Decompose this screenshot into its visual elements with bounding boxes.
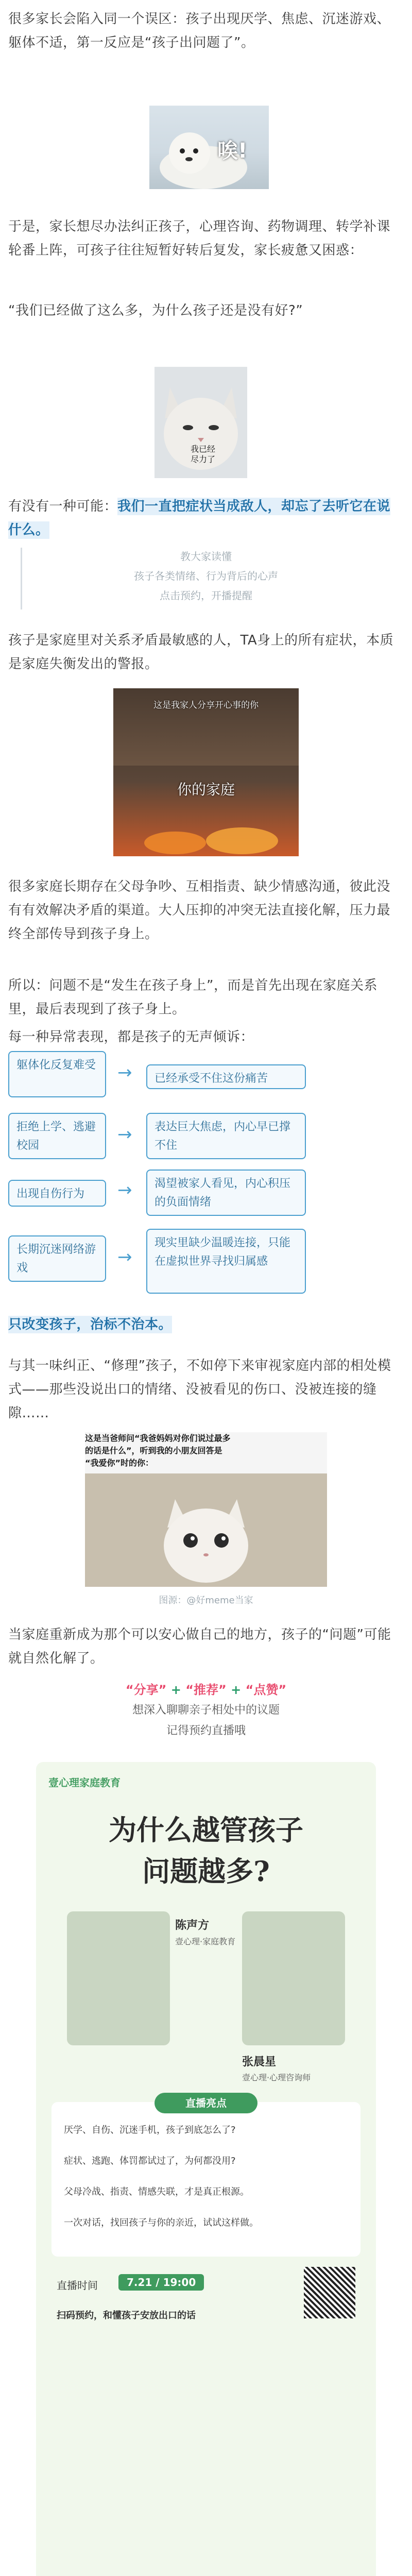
poster-title-line-1: 为什么越管孩子 <box>109 1814 303 1846</box>
family-meme-top-text: 这是我家人分享开心事的你 <box>153 700 259 710</box>
symptom-behavior-2: 拒绝上学、逃避校园 <box>8 1113 106 1159</box>
cat-meme-text: 我已经 尽力了 <box>191 444 216 464</box>
crying-cat-illustration <box>85 1473 327 1587</box>
symptom-meaning-1: 已经承受不住这份痛苦 <box>146 1064 306 1089</box>
cat-meme-image <box>154 367 247 478</box>
highlight-item-3: 父母冷战、指责、情感失联，才是真正根源。 <box>64 2187 249 2197</box>
symptom-meaning-4: 现实里缺少温暖连接，只能在虚拟世界寻找归属感 <box>146 1229 306 1294</box>
qr-code[interactable] <box>304 2267 355 2318</box>
paragraph-listen-to-symptoms <box>8 495 402 542</box>
meme4-line-2: 的话是什么”，听到我的小朋友回答是 <box>85 1446 222 1455</box>
seal-meme-text: 唉! <box>217 139 248 163</box>
host-left-name: 陈声方 <box>175 1919 210 1932</box>
paragraph-silent-voice: 每一种异常表现，都是孩子的无声倾诉： <box>8 1029 254 1045</box>
quote-line-3: 点击预约，开播提醒 <box>160 589 252 602</box>
fire-illustration <box>113 688 299 856</box>
quote-line-2: 孩子各类情绪、行为背后的心声 <box>134 570 278 582</box>
arrow-icon: → <box>117 1180 132 1200</box>
arrow-icon: → <box>117 1247 132 1267</box>
share-cta-line-2: 想深入聊聊亲子相处中的议题 <box>132 1704 280 1717</box>
highlight-text: 我们一直把症状当成敌人，却忘了去听它在说什么。 <box>8 499 391 538</box>
symptom-behavior-3: 出现自伤行为 <box>8 1180 106 1207</box>
arrow-icon: → <box>117 1062 132 1083</box>
highlights-card <box>52 2097 360 2257</box>
highlight-item-1: 厌学、自伤、沉迷手机，孩子到底怎么了? <box>64 2125 236 2136</box>
host-right-role: 壹心理·心理咨询师 <box>242 2073 311 2082</box>
share-cta <box>0 1680 412 1747</box>
meme4-line-3: “我爱你”时的你： <box>85 1458 154 1468</box>
recommend-word: “推荐” <box>185 1683 227 1697</box>
poster-logo: 壹心理家庭教育 <box>48 1776 121 1789</box>
share-cta-line-3: 记得预约直播哦 <box>166 1724 246 1737</box>
share-word: “分享” <box>125 1683 167 1697</box>
share-cta-line-1 <box>0 1680 412 1700</box>
highlight-text: 只改变孩子，治标不治本。 <box>8 1317 173 1332</box>
meme4-line-1: 这是当爸师问“我爸妈妈对你们说过最多 <box>85 1433 231 1443</box>
host-right-avatar <box>242 1911 345 2045</box>
seal-illustration <box>149 106 269 189</box>
meme4-credit: 图源：@好meme当家 <box>159 1595 253 1606</box>
family-meme-bottom-text: 你的家庭 <box>177 781 235 798</box>
host-right-name: 张晨星 <box>242 2056 277 2069</box>
host-left-role: 壹心理·家庭教育 <box>175 1937 236 1946</box>
symptom-behavior-4: 长期沉迷网络游戏 <box>8 1235 106 1282</box>
plus-sign: + <box>231 1683 242 1697</box>
host-left-avatar <box>67 1911 170 2045</box>
symptom-behavior-1: 躯体化反复难受 <box>8 1051 106 1097</box>
plus-sign: + <box>170 1683 181 1697</box>
parent-question-quote: “我们已经做了这么多，为什么孩子还是没有好?” <box>8 303 303 318</box>
paragraph-lead-text: 有没有一种可能： <box>8 499 118 514</box>
paragraph-treat-root <box>8 1313 402 1336</box>
highlights-title: 直播亮点 <box>154 2093 258 2113</box>
paragraph-problem-source: 所以：问题不是“发生在孩子身上”，而是首先出现在家庭关系里，最后表现到了孩子身上。 <box>8 978 377 1017</box>
paragraph-family-conflict: 很多家庭长期存在父母争吵、互相指责、缺少情感沟通，彼此没有有效解决矛盾的渠道。大人压抑的冲突无法直接化解，压力最终全部传导到孩子身上。 <box>8 879 391 942</box>
quote-block <box>21 548 391 609</box>
symptom-meaning-2: 表达巨大焦虑，内心早已撑不住 <box>146 1113 306 1159</box>
poster-title-line-2: 问题越多? <box>142 1855 270 1888</box>
time-label: 直播时间 <box>57 2279 98 2292</box>
quote-line-1: 教大家读懂 <box>180 550 232 563</box>
symptom-meaning-3: 渴望被家人看见，内心积压的负面情绪 <box>146 1170 306 1216</box>
paragraph-safe-home: 当家庭重新成为那个可以安心做自己的地方，孩子的“问题”可能就自然化解了。 <box>8 1627 391 1666</box>
family-meme-image <box>113 688 299 856</box>
highlight-item-4: 一次对话，找回孩子与你的亲近，试试这样做。 <box>64 2217 259 2228</box>
paragraph-examine-family: 与其一味纠正、“修理”孩子，不如停下来审视家庭内部的相处模式——那些没说出口的情绪、没被看见的伤口、没被连接的缝隙…… <box>8 1358 391 1421</box>
crying-cat-meme <box>85 1432 327 1587</box>
intro-paragraph: 很多家长会陷入同一个误区：孩子出现厌学、焦虑、沉迷游戏、躯体不适，第一反应是“孩子出问题了”。 <box>8 11 391 50</box>
paragraph-family-alarm: 孩子是家庭里对关系矛盾最敏感的人，TA身上的所有症状，本质是家庭失衡发出的警报。 <box>8 633 394 672</box>
like-word: “点赞” <box>245 1683 287 1697</box>
livestream-poster[interactable] <box>36 1762 376 2576</box>
seal-meme-image <box>149 106 269 189</box>
highlight-item-2: 症状、逃跑、体罚都试过了，为何都没用? <box>64 2156 236 2166</box>
arrow-icon: → <box>117 1124 132 1145</box>
paragraph-treatments: 于是，家长想尽办法纠正孩子，心理咨询、药物调理、转学补课轮番上阵，可孩子往往短暂好转后复发，家长疲惫又困惑： <box>8 219 391 258</box>
time-value: 7.21 / 19:00 <box>118 2274 204 2291</box>
poster-footer: 扫码预约，和懂孩子安放出口的话 <box>57 2310 196 2321</box>
